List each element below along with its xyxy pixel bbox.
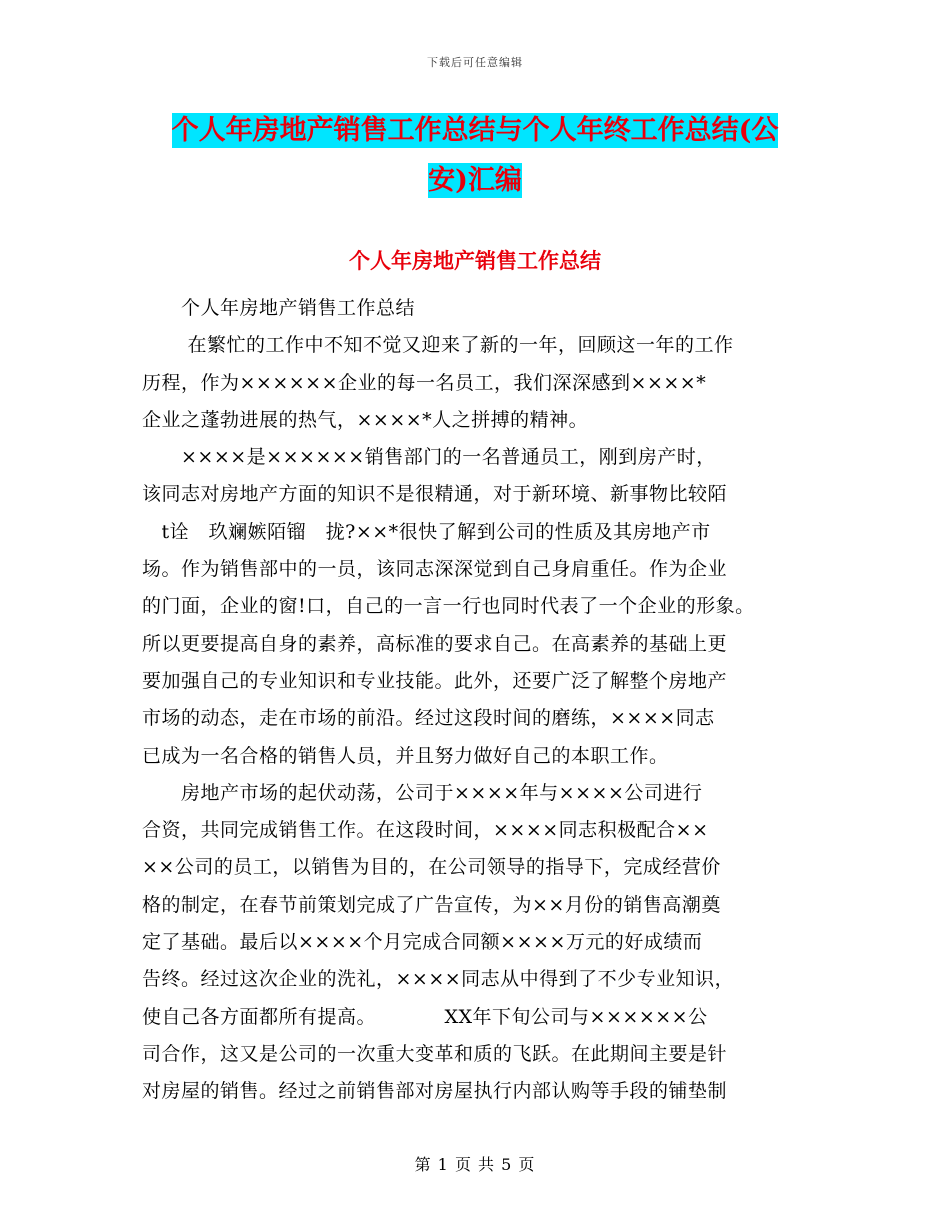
body-line: 的门面，企业的窗!口，自己的一言一行也同时代表了一个企业的形象。: [142, 595, 755, 618]
body-line: 合资，共同完成销售工作。在这段时间，××××同志积极配合××: [142, 819, 709, 842]
body-line: ××公司的员工，以销售为目的，在公司领导的指导下，完成经营价: [142, 856, 721, 879]
body-line: 该同志对房地产方面的知识不是很精通，对于新环境、新事物比较陌: [142, 483, 728, 506]
body-line: 定了基础。最后以××××个月完成合同额××××万元的好成绩而: [142, 931, 703, 954]
body-line: 企业之蓬勃进展的热气，××××*人之拼搏的精神。: [142, 408, 589, 431]
body-line: ××××是××××××销售部门的一名普通员工，刚到房产时，: [142, 446, 716, 469]
body-line: 对房屋的销售。经过之前销售部对房屋执行内部认购等手段的铺垫制: [142, 1080, 728, 1103]
body-line: 市场的动态，走在市场的前沿。经过这段时间的磨练，××××同志: [142, 707, 715, 730]
page-header-note: 下载后可任意编辑: [427, 56, 523, 69]
body-line: 房地产市场的起伏动荡，公司于××××年与××××公司进行: [142, 781, 703, 804]
document-title-line-2: 安)汇编: [428, 165, 522, 196]
page-footer: 第 1 页 共 5 页: [414, 1155, 536, 1174]
body-line: t诠 玖斓嫉陌镏 拢?××*很快了解到公司的性质及其房地产市: [142, 520, 711, 543]
body-line: 历程，作为××××××企业的每一名员工，我们深深感到××××*: [142, 371, 707, 394]
body-line: 格的制定，在春节前策划完成了广告宣传，为××月份的销售高潮奠: [142, 893, 721, 916]
document-title: [140, 106, 810, 206]
body-line: 场。作为销售部中的一员，该同志深深觉到自己身肩重任。作为企业: [142, 558, 728, 581]
body-line: 使自己各方面都所有提高。 XX年下旬公司与××××××公: [142, 1005, 708, 1028]
body-line: 告终。经过这次企业的洗礼，××××同志从中得到了不少专业知识，: [142, 968, 735, 991]
body-line: 要加强自己的专业知识和专业技能。此外，还要广泛了解整个房地产: [142, 669, 728, 692]
document-title-line-1: 个人年房地产销售工作总结与个人年终工作总结(公: [171, 115, 779, 146]
body-line: 司合作，这又是公司的一次重大变革和质的飞跃。在此期间主要是针: [142, 1042, 728, 1065]
body-line: 个人年房地产销售工作总结: [142, 297, 416, 319]
body-line: 在繁忙的工作中不知不觉又迎来了新的一年，回顾这一年的工作: [142, 334, 734, 357]
section-title: 个人年房地产销售工作总结: [349, 248, 601, 273]
body-line: 所以更要提高自身的素养，高标准的要求自己。在高素养的基础上更: [142, 632, 728, 655]
body-line: 已成为一名合格的销售人员，并且努力做好自己的本职工作。: [142, 744, 669, 767]
body-text: [142, 290, 810, 1111]
